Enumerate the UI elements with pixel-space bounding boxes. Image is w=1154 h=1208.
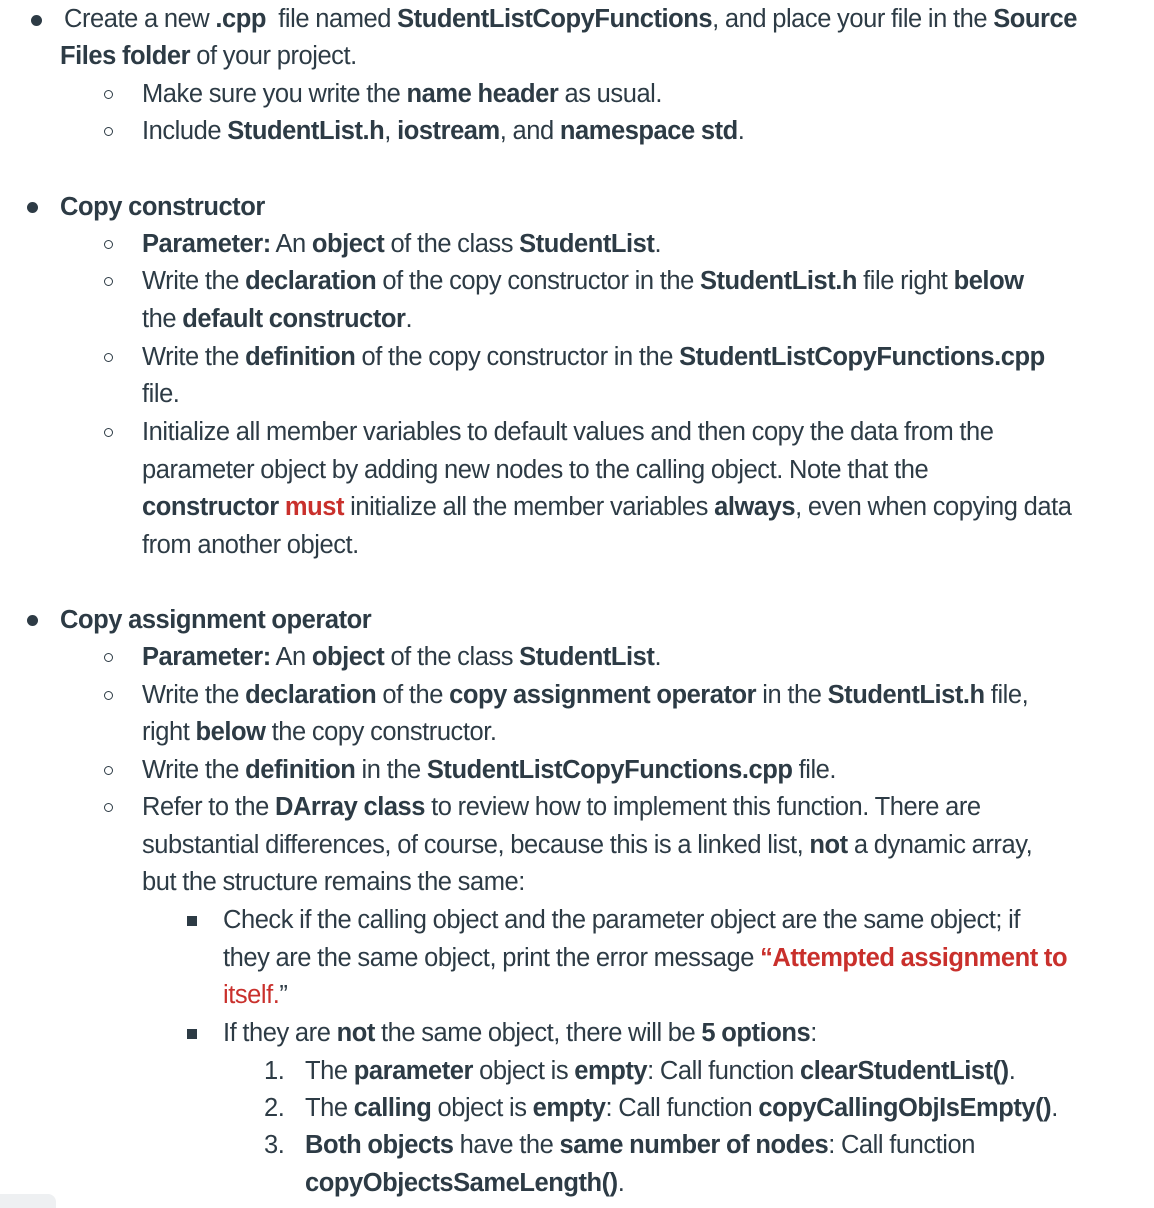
- section3-item4-line2: substantial differences, of course, because this is a linked list, not a dynamic array,: [142, 831, 1033, 859]
- sq2-line: If they are not the same object, there will be 5 options:: [223, 1019, 817, 1047]
- corner-tab: [0, 1194, 56, 1208]
- circle-bullet-icon: [104, 428, 113, 437]
- circle-bullet-icon: [104, 766, 113, 775]
- section3-item2-line1: Write the declaration of the copy assignment operator in the StudentList.h file,: [142, 681, 1029, 709]
- option-3-line2: copyObjectsSameLength().: [305, 1169, 625, 1197]
- section3-heading: Copy assignment operator: [60, 606, 372, 634]
- section3-item1: Parameter: An object of the class StudentList.: [142, 643, 662, 671]
- sq1-line3: itself.”: [223, 981, 288, 1009]
- option-number: 1.: [264, 1057, 285, 1085]
- option-2: The calling object is empty: Call function copyCallingObjIsEmpty().: [305, 1094, 1058, 1122]
- section3-item4-line3: but the structure remains the same:: [142, 868, 525, 896]
- section1-line2: Files folder of your project.: [60, 42, 357, 70]
- section2-heading: Copy constructor: [60, 193, 265, 221]
- circle-bullet-icon: [104, 353, 113, 362]
- section2-item2-line1: Write the declaration of the copy constructor in the StudentList.h file right below: [142, 267, 1024, 295]
- option-1: The parameter object is empty: Call function clearStudentList().: [305, 1057, 1016, 1085]
- section3-item3: Write the definition in the StudentListCopyFunctions.cpp file.: [142, 756, 837, 784]
- section1-line1: Create a new .cpp file named StudentListCopyFunctions, and place your file in the Source: [64, 5, 1077, 33]
- option-number: 3.: [264, 1131, 285, 1159]
- section2-item4-line2: parameter object by adding new nodes to the calling object. Note that the: [142, 456, 929, 484]
- section2-item1: Parameter: An object of the class StudentList.: [142, 230, 662, 258]
- bullet-icon: [27, 615, 38, 626]
- section2-item3-line2: file.: [142, 380, 180, 408]
- bullet-icon: [31, 15, 42, 26]
- section3-item2-line2: right below the copy constructor.: [142, 718, 497, 746]
- section2-item3-line1: Write the definition of the copy constructor in the StudentListCopyFunctions.cpp: [142, 343, 1045, 371]
- circle-bullet-icon: [104, 653, 113, 662]
- circle-bullet-icon: [104, 127, 113, 136]
- option-number: 2.: [264, 1094, 285, 1122]
- square-bullet-icon: [187, 916, 197, 926]
- circle-bullet-icon: [104, 90, 113, 99]
- circle-bullet-icon: [104, 691, 113, 700]
- section2-item4-line4: from another object.: [142, 531, 359, 559]
- sq1-line1: Check if the calling object and the parameter object are the same object; if: [223, 906, 1021, 934]
- section2-item2-line2: the default constructor.: [142, 305, 413, 333]
- section2-item4-line3: constructor must initialize all the member variables always, even when copying data: [142, 493, 1072, 521]
- bullet-icon: [27, 202, 38, 213]
- option-3-line1: Both objects have the same number of nodes: Call function: [305, 1131, 975, 1159]
- circle-bullet-icon: [104, 240, 113, 249]
- sq1-line2: they are the same object, print the error message “Attempted assignment to: [223, 944, 1068, 972]
- section2-item4-line1: Initialize all member variables to default values and then copy the data from the: [142, 418, 994, 446]
- circle-bullet-icon: [104, 803, 113, 812]
- section3-item4-line1: Refer to the DArray class to review how to implement this function. There are: [142, 793, 981, 821]
- square-bullet-icon: [187, 1029, 197, 1039]
- section1-sub1: Make sure you write the name header as usual.: [142, 80, 663, 108]
- section1-sub2: Include StudentList.h, iostream, and namespace std.: [142, 117, 745, 145]
- circle-bullet-icon: [104, 277, 113, 286]
